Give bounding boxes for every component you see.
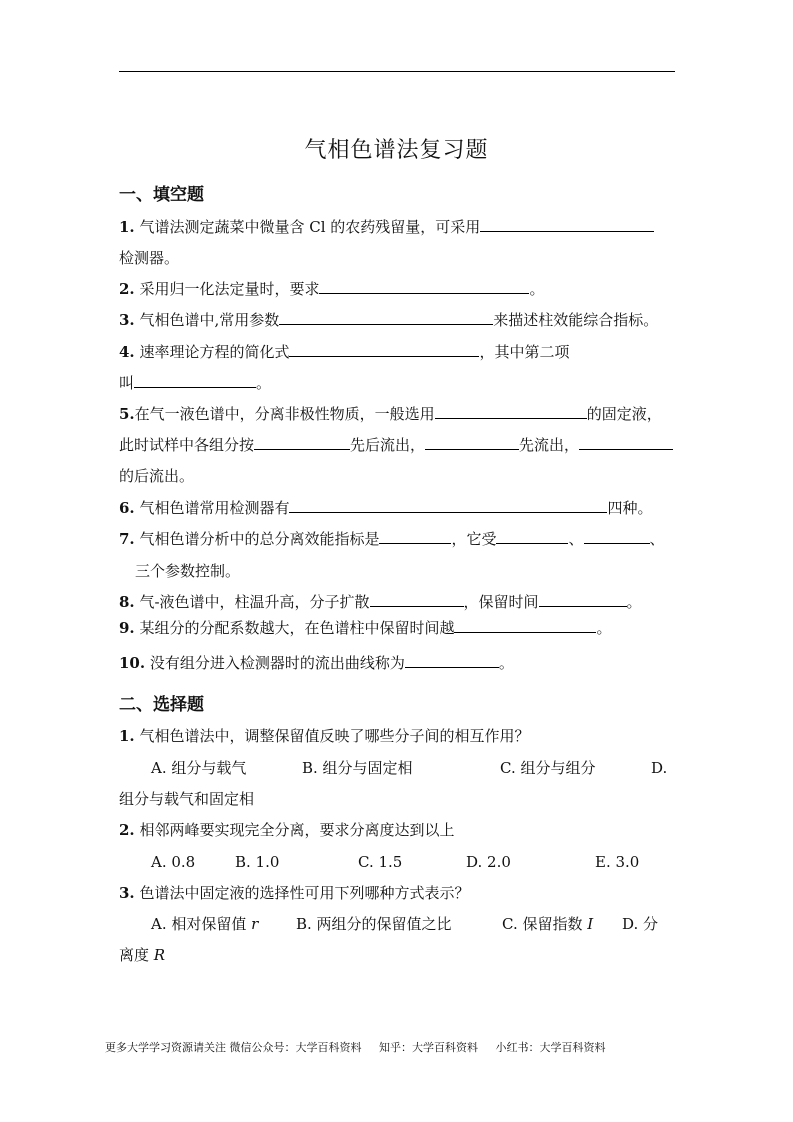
fill-question-2: 2. 采用归一化法定量时，要求 。 xyxy=(119,280,545,298)
page-title: 气相色谱法复习题 xyxy=(304,138,489,163)
answer-blank xyxy=(405,653,499,668)
choice-option: B. 组分与固定相 xyxy=(302,759,413,777)
answer-blank xyxy=(454,618,596,633)
answer-blank xyxy=(254,435,350,450)
fill-question-1-cont: 检测器。 xyxy=(119,249,180,267)
fill-question-7-cont: 三个参数控制。 xyxy=(135,562,241,580)
choice-option: A. 相对保留值 r xyxy=(151,915,259,933)
fill-question-6: 6. 气相色谱常用检测器有 四种。 xyxy=(119,499,653,517)
footer-xiaohongshu: 小红书：大学百科资料 xyxy=(495,1041,606,1054)
choice-option: D. xyxy=(651,759,668,777)
choice-option: C. 保留指数 I xyxy=(502,915,594,933)
fill-question-7: 7. 气相色谱分析中的总分离效能指标是 ，它受 、 、 xyxy=(119,530,665,548)
fill-question-5-cont2: 的后流出。 xyxy=(119,467,195,485)
answer-blank xyxy=(584,529,650,544)
answer-blank xyxy=(279,310,493,325)
choice-option: D. 分 xyxy=(622,915,659,933)
choice-option: D. 2.0 xyxy=(466,853,511,871)
answer-blank xyxy=(480,217,654,232)
choice-question-1-cont: 组分与载气和固定相 xyxy=(119,790,255,808)
fill-question-3: 3. 气相色谱中,常用参数 来描述柱效能综合指标。 xyxy=(119,311,659,329)
choice-option: B. 两组分的保留值之比 xyxy=(296,915,452,933)
fill-question-5: 5.在气一液色谱中，分离非极性物质，一般选用 的固定液， xyxy=(119,405,662,423)
fill-question-1: 1. 气谱法测定蔬菜中微量含 Cl 的农药残留量，可采用 xyxy=(119,217,654,237)
answer-blank xyxy=(579,435,673,450)
section-fill-in-heading: 一、填空题 xyxy=(119,185,204,205)
answer-blank xyxy=(425,435,519,450)
choice-option: E. 3.0 xyxy=(595,853,640,871)
page-footer xyxy=(105,1039,620,1055)
fill-question-5-cont: 此时试样中各组分按 先后流出， 先流出， xyxy=(119,435,673,455)
answer-blank xyxy=(134,373,256,388)
answer-blank xyxy=(496,529,568,544)
answer-blank xyxy=(319,279,529,294)
footer-wechat: 更多大学学习资源请关注 微信公众号：大学百科资料 xyxy=(105,1041,362,1054)
choice-option: B. 1.0 xyxy=(235,853,280,871)
answer-blank xyxy=(370,592,464,607)
answer-blank xyxy=(289,498,607,513)
answer-blank xyxy=(379,529,451,544)
header-rule xyxy=(119,71,675,72)
choice-question-3: 3. 色谱法中固定液的选择性可用下列哪种方式表示？ xyxy=(119,884,470,902)
choice-option: A. 组分与载气 xyxy=(151,759,247,777)
section-choice-heading: 二、选择题 xyxy=(119,695,204,715)
fill-question-4-cont: 叫 。 xyxy=(119,374,272,392)
fill-question-10: 10. 没有组分进入检测器时的流出曲线称为 。 xyxy=(119,654,514,672)
fill-question-8: 8. 气-液色谱中，柱温升高，分子扩散 ，保留时间 。 xyxy=(119,593,642,611)
answer-blank xyxy=(539,592,627,607)
fill-question-4: 4. 速率理论方程的简化式 ，其中第二项 xyxy=(119,343,570,361)
answer-blank xyxy=(435,404,587,419)
choice-option: C. 1.5 xyxy=(358,853,403,871)
choice-option: C. 组分与组分 xyxy=(500,759,596,777)
choice-option: A. 0.8 xyxy=(151,853,196,871)
fill-question-9: 9. 某组分的分配系数越大，在色谱柱中保留时间越 。 xyxy=(119,619,612,637)
choice-question-1: 1. 气相色谱法中，调整保留值反映了哪些分子间的相互作用？ xyxy=(119,727,530,745)
choice-question-2: 2. 相邻两峰要实现完全分离，要求分离度达到以上 xyxy=(119,821,455,839)
answer-blank xyxy=(289,342,479,357)
choice-question-3-cont: 离度 R xyxy=(119,946,166,964)
footer-zhihu: 知乎：大学百科资料 xyxy=(379,1041,478,1054)
